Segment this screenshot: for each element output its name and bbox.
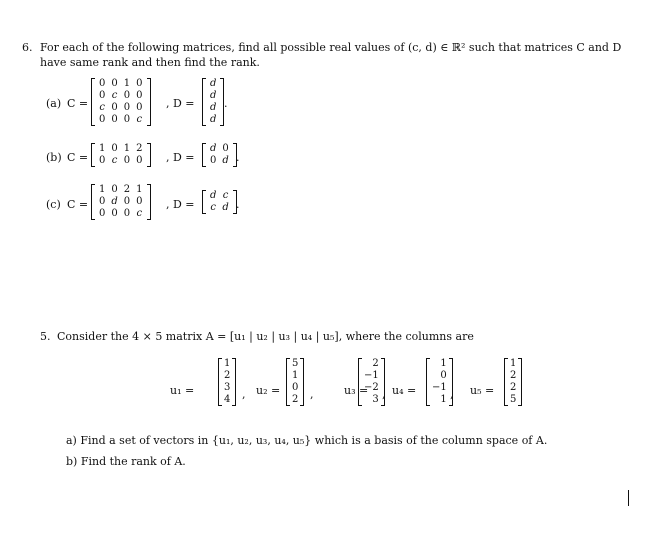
matrix-cell: 0 bbox=[123, 90, 131, 101]
vector-u2-label: u₂ = bbox=[256, 384, 281, 397]
matrix-cell: c bbox=[99, 102, 105, 113]
vector-u5-label: u₅ = bbox=[470, 384, 495, 397]
part-c-label: (c) bbox=[46, 198, 61, 211]
matrix-cell: 0 bbox=[136, 102, 143, 113]
part-b-label: (b) bbox=[46, 151, 62, 164]
matrix-cell: 1 bbox=[123, 78, 131, 89]
matrix-cell: d bbox=[210, 90, 217, 101]
matrix-cell: 2 bbox=[510, 382, 517, 393]
matrix-cell: c bbox=[210, 202, 216, 213]
vector-u1 bbox=[218, 358, 236, 406]
vector-u2-separator: , bbox=[310, 388, 314, 401]
matrix-b-D bbox=[202, 143, 237, 167]
matrix-cell: 2 bbox=[510, 370, 517, 381]
text-cursor bbox=[628, 490, 629, 506]
question-a: a) Find a set of vectors in {u₁, u₂, u₃, u₄, u₅} which is a basis of the column space of A. bbox=[66, 434, 548, 447]
matrix-cell: 0 bbox=[136, 90, 143, 101]
matrix-cell: 2 bbox=[292, 394, 299, 405]
matrix-cell: 0 bbox=[111, 114, 118, 125]
matrix-cell: c bbox=[222, 190, 229, 201]
part-c-end: . bbox=[236, 198, 240, 211]
matrix-cell: −2 bbox=[364, 382, 379, 393]
matrix-cell: 1 bbox=[224, 358, 231, 369]
matrix-cell: 2 bbox=[224, 370, 231, 381]
matrix-cell: c bbox=[136, 208, 143, 219]
vector-u5 bbox=[504, 358, 522, 406]
matrix-cell: 0 bbox=[123, 196, 131, 207]
matrix-c-C bbox=[91, 184, 151, 220]
matrix-cell: 0 bbox=[210, 155, 217, 166]
matrix-cell: 2 bbox=[372, 358, 379, 369]
matrix-cell: 0 bbox=[99, 114, 106, 125]
matrix-cell: 0 bbox=[111, 78, 118, 89]
matrix-cell: 5 bbox=[292, 358, 299, 369]
problem-6-text-line1: For each of the following matrices, find all possible real values of (c, d) ∈ ℝ² such that matrices C and D bbox=[40, 41, 622, 54]
matrix-cell: d bbox=[210, 102, 217, 113]
matrix-cell: d bbox=[210, 114, 217, 125]
matrix-cell: 0 bbox=[136, 78, 143, 89]
matrix-cell: d bbox=[222, 202, 229, 213]
part-a-mid: , D = bbox=[166, 97, 195, 110]
matrix-cell: −1 bbox=[364, 370, 379, 381]
part-a-lhs: C = bbox=[67, 97, 89, 110]
matrix-cell: 0 bbox=[440, 370, 447, 381]
matrix-cell: 0 bbox=[136, 155, 143, 166]
vector-u3 bbox=[358, 358, 385, 406]
matrix-cell: 5 bbox=[510, 394, 517, 405]
matrix-cell: c bbox=[136, 114, 143, 125]
matrix-cell: 1 bbox=[136, 184, 143, 195]
matrix-cell: 0 bbox=[123, 114, 131, 125]
matrix-cell: 0 bbox=[99, 90, 106, 101]
vector-u1-label: u₁ = bbox=[170, 384, 195, 397]
part-c-mid: , D = bbox=[166, 198, 195, 211]
matrix-cell: 0 bbox=[99, 155, 106, 166]
matrix-cell: 0 bbox=[111, 184, 118, 195]
problem-5-text: Consider the 4 × 5 matrix A = [u₁ | u₂ | u₃ | u₄ | u₅], where the columns are bbox=[57, 330, 474, 343]
matrix-cell: 0 bbox=[136, 196, 143, 207]
vector-u3-label: u₃ = bbox=[344, 384, 369, 397]
matrix-cell: d bbox=[111, 196, 118, 207]
part-b-mid: , D = bbox=[166, 151, 195, 164]
matrix-cell: 1 bbox=[292, 370, 299, 381]
matrix-cell: 1 bbox=[510, 358, 517, 369]
matrix-cell: d bbox=[210, 143, 217, 154]
matrix-cell: 3 bbox=[224, 382, 231, 393]
vector-u1-separator: , bbox=[242, 388, 246, 401]
matrix-cell: 0 bbox=[99, 196, 106, 207]
matrix-cell: 0 bbox=[123, 155, 131, 166]
matrix-cell: 4 bbox=[224, 394, 231, 405]
vector-u4 bbox=[426, 358, 453, 406]
matrix-cell: d bbox=[210, 78, 217, 89]
problem-6-number: 6. bbox=[22, 41, 33, 54]
matrix-cell: 0 bbox=[292, 382, 299, 393]
vector-u4-separator: , bbox=[450, 388, 454, 401]
matrix-cell: c bbox=[111, 155, 118, 166]
vector-u2 bbox=[286, 358, 304, 406]
matrix-cell: 0 bbox=[222, 143, 229, 154]
matrix-cell: −1 bbox=[432, 382, 447, 393]
matrix-c-D bbox=[202, 190, 237, 214]
matrix-cell: 2 bbox=[136, 143, 143, 154]
problem-6-text-line2: have same rank and then find the rank. bbox=[40, 56, 260, 69]
matrix-cell: 0 bbox=[99, 78, 106, 89]
matrix-cell: c bbox=[111, 90, 118, 101]
matrix-cell: 1 bbox=[123, 143, 131, 154]
matrix-b-C bbox=[91, 143, 151, 167]
matrix-cell: 3 bbox=[372, 394, 379, 405]
matrix-cell: d bbox=[222, 155, 229, 166]
matrix-cell: 1 bbox=[440, 358, 447, 369]
matrix-cell: d bbox=[210, 190, 217, 201]
part-b-end: . bbox=[236, 151, 240, 164]
matrix-cell: 0 bbox=[123, 208, 131, 219]
matrix-cell: 1 bbox=[99, 143, 106, 154]
problem-5-number: 5. bbox=[40, 330, 51, 343]
matrix-cell: 0 bbox=[99, 208, 106, 219]
matrix-cell: 0 bbox=[111, 143, 118, 154]
matrix-cell: 0 bbox=[123, 102, 131, 113]
matrix-cell: 1 bbox=[440, 394, 447, 405]
vector-u3-separator: , bbox=[382, 388, 386, 401]
matrix-cell: 0 bbox=[111, 102, 118, 113]
part-a-end: . bbox=[224, 97, 228, 110]
matrix-cell: 2 bbox=[123, 184, 131, 195]
matrix-a-D bbox=[202, 78, 224, 126]
part-c-lhs: C = bbox=[67, 198, 89, 211]
vector-u4-label: u₄ = bbox=[392, 384, 417, 397]
matrix-cell: 1 bbox=[99, 184, 106, 195]
part-a-label: (a) bbox=[46, 97, 62, 110]
matrix-cell: 0 bbox=[111, 208, 118, 219]
matrix-a-C bbox=[91, 78, 151, 126]
part-b-lhs: C = bbox=[67, 151, 89, 164]
question-b: b) Find the rank of A. bbox=[66, 455, 186, 468]
